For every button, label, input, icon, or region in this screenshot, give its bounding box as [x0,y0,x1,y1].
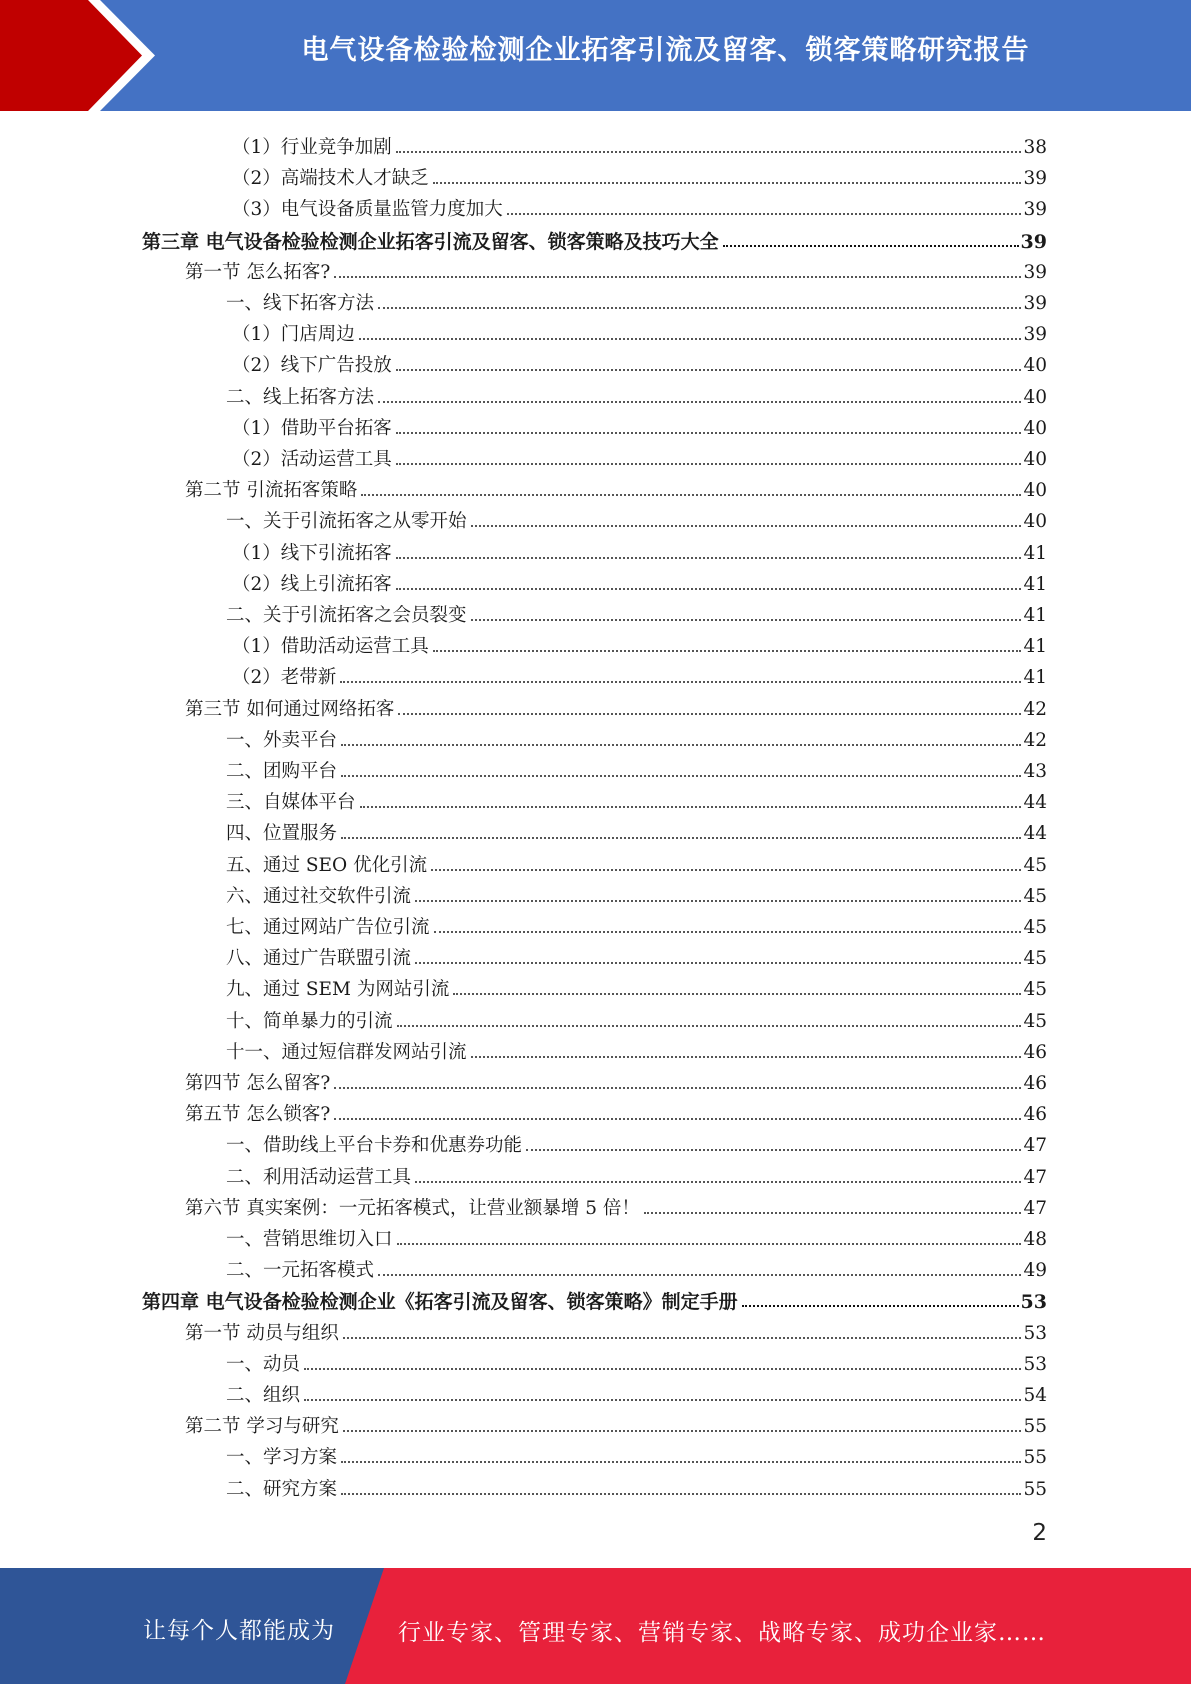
toc-entry-page: 40 [1023,417,1047,439]
toc-dot-leader [341,1461,1021,1463]
toc-entry-page: 40 [1023,511,1047,533]
toc-section-entry[interactable] [185,253,1047,284]
toc-dot-leader [304,1399,1021,1401]
toc-entry-title: 六、通过社交软件引流 [226,885,412,907]
toc-entry-title: 二、关于引流拓客之会员裂变 [226,605,467,626]
toc-dot-leader [398,713,1021,715]
toc-dot-leader [415,900,1021,902]
toc-dot-leader [471,525,1022,527]
toc-subsection-entry[interactable] [226,1251,1047,1282]
toc-entry-page: 39 [1020,230,1047,253]
toc-dot-leader [378,1274,1021,1276]
toc-entry-title: 一、学习方案 [226,1447,338,1469]
toc-entry-title: 第五节 怎么锁客? [185,1104,331,1126]
toc-dot-leader [341,1493,1021,1495]
toc-subsection-entry[interactable] [232,565,1047,596]
toc-entry-title: 二、线上拓客方法 [226,386,375,408]
toc-entry-title: 第六节 真实案例：一元拓客模式，让营业额暴增 5 倍！ [185,1197,640,1219]
toc-entry-page: 43 [1023,761,1047,782]
toc-entry-page: 47 [1023,1197,1047,1219]
toc-dot-leader [644,1212,1022,1214]
toc-subsection-entry[interactable] [232,627,1047,658]
toc-dot-leader [431,869,1021,871]
toc-entry-page: 55 [1023,1478,1047,1500]
toc-dot-leader [396,151,1022,153]
header-band [0,0,1191,111]
toc-entry-page: 39 [1023,168,1047,190]
page-number: 2 [1032,1520,1047,1546]
toc-entry-title: 十、简单暴力的引流 [226,1010,393,1032]
toc-subsection-entry[interactable] [226,1033,1047,1064]
toc-entry-title: （2）老带新 [232,667,337,689]
toc-entry-title: 二、一元拓客模式 [226,1260,375,1282]
toc-entry-page: 45 [1023,1010,1047,1032]
toc-entry-title: 二、利用活动运营工具 [226,1166,412,1188]
toc-entry-title: 第二节 引流拓客策略 [185,480,358,502]
toc-entry-page: 39 [1023,261,1047,283]
footer-slogan-left: 让每个人都能成为 [143,1618,335,1644]
toc-entry-page: 40 [1023,355,1047,377]
toc-entry-page: 39 [1023,199,1047,221]
toc-entry-title: 九、通过 SEM 为网站引流 [226,979,450,1001]
toc-subsection-entry[interactable] [232,534,1047,565]
toc-subsection-entry[interactable] [232,190,1047,221]
toc-dot-leader [507,213,1022,215]
toc-entry-page: 54 [1023,1385,1047,1406]
toc-entry-page: 45 [1023,917,1047,938]
toc-dot-leader [433,182,1022,184]
toc-subsection-entry[interactable] [232,346,1047,377]
toc-entry-page: 42 [1023,729,1047,751]
toc-entry-page: 45 [1023,885,1047,907]
toc-entry-page: 45 [1023,948,1047,970]
toc-entry-title: 一、关于引流拓客之从零开始 [226,511,467,533]
toc-subsection-entry[interactable] [226,596,1047,627]
toc-dot-leader [415,962,1021,964]
toc-entry-title: 二、研究方案 [226,1478,338,1500]
toc-entry-page: 53 [1020,1291,1047,1314]
toc-chapter-entry[interactable] [142,1282,1047,1313]
toc-section-entry[interactable] [185,1095,1047,1126]
toc-entry-title: 第一节 怎么拓客? [185,261,331,283]
toc-entry-title: 十一、通过短信群发网站引流 [226,1041,467,1063]
toc-dot-leader [343,1337,1022,1339]
toc-subsection-entry[interactable] [226,908,1047,939]
toc-entry-title: 八、通过广告联盟引流 [226,948,412,970]
toc-dot-leader [334,1087,1021,1089]
toc-subsection-entry[interactable] [226,1220,1047,1251]
toc-entry-title: 三、自媒体平台 [226,792,356,814]
toc-section-entry[interactable] [185,690,1047,721]
toc-entry-page: 41 [1023,542,1047,564]
toc-subsection-entry[interactable] [226,721,1047,752]
toc-entry-page: 39 [1023,324,1047,346]
toc-subsection-entry[interactable] [226,284,1047,315]
toc-entry-title: 一、外卖平台 [226,729,338,751]
toc-entry-title: 一、动员 [226,1353,301,1375]
toc-dot-leader [471,619,1022,621]
toc-dot-leader [341,775,1021,777]
toc-dot-leader [397,1243,1022,1245]
toc-entry-title: 四、位置服务 [226,823,338,845]
toc-entry-page: 46 [1023,1073,1047,1094]
toc-subsection-entry[interactable] [226,1438,1047,1469]
toc-subsection-entry[interactable] [226,378,1047,409]
toc-dot-leader [359,338,1022,340]
toc-subsection-entry[interactable] [226,814,1047,845]
toc-entry-page: 40 [1023,386,1047,408]
toc-entry-page: 46 [1023,1041,1047,1063]
toc-dot-leader [340,681,1021,683]
toc-dot-leader [334,1118,1021,1120]
toc-subsection-entry[interactable] [232,658,1047,689]
toc-entry-page: 40 [1023,449,1047,470]
toc-entry-title: （2）线下广告投放 [232,355,392,377]
toc-entry-title: （1）借助平台拓客 [232,417,392,439]
footer-band [0,1568,1191,1684]
toc-subsection-entry[interactable] [226,877,1047,908]
toc-entry-title: 第一节 动员与组织 [185,1322,339,1344]
toc-entry-page: 47 [1023,1166,1047,1188]
toc-dot-leader [433,650,1022,652]
toc-dot-leader [304,1368,1021,1370]
toc-entry-page: 53 [1023,1353,1047,1375]
toc-subsection-entry[interactable] [232,440,1047,471]
toc-entry-title: （2）活动运营工具 [232,449,392,470]
toc-entry-page: 41 [1023,667,1047,689]
toc-entry-title: 一、营销思维切入口 [226,1229,393,1250]
toc-entry-title: 第二节 学习与研究 [185,1416,339,1438]
toc-dot-leader [453,993,1021,995]
toc-entry-title: 第三章 电气设备检验检测企业拓客引流及留客、锁客策略及技巧大全 [142,230,719,253]
toc-entry-title: 二、组织 [226,1385,301,1406]
toc-subsection-entry[interactable] [226,1345,1047,1376]
toc-entry-title: 第四章 电气设备检验检测企业《拓客引流及留客、锁客策略》制定手册 [142,1291,738,1314]
toc-entry-page: 53 [1023,1322,1047,1344]
toc-dot-leader [334,276,1021,278]
toc-entry-page: 48 [1023,1229,1047,1250]
toc-dot-leader [396,557,1022,559]
toc-dot-leader [341,837,1021,839]
toc-entry-page: 46 [1023,1104,1047,1126]
toc-section-entry[interactable] [185,1407,1047,1438]
toc-entry-page: 41 [1023,605,1047,626]
toc-entry-page: 42 [1023,698,1047,720]
footer-slogan-right: 行业专家、管理专家、营销专家、战略专家、成功企业家…… [398,1620,1046,1646]
toc-dot-leader [434,931,1022,933]
toc-chapter-entry[interactable] [142,222,1047,253]
toc-dot-leader [742,1305,1019,1307]
toc-subsection-entry[interactable] [232,409,1047,440]
toc-subsection-entry[interactable] [226,1126,1047,1157]
toc-dot-leader [396,369,1022,371]
toc-subsection-entry[interactable] [232,315,1047,346]
header-arrow-icon [0,0,160,111]
toc-entry-title: （1）门店周边 [232,324,355,346]
toc-entry-page: 38 [1023,137,1047,158]
toc-dot-leader [415,1181,1021,1183]
toc-subsection-entry[interactable] [226,1002,1047,1033]
toc-entry-page: 45 [1023,979,1047,1001]
toc-section-entry[interactable] [185,1064,1047,1095]
toc-dot-leader [360,806,1022,808]
toc-entry-title: 二、团购平台 [226,761,338,782]
toc-subsection-entry[interactable] [226,970,1047,1001]
toc-entry-title: 第四节 怎么留客? [185,1073,331,1094]
toc-entry-page: 47 [1023,1135,1047,1157]
toc-entry-title: （2）高端技术人才缺乏 [232,168,429,190]
toc-subsection-entry[interactable] [226,939,1047,970]
toc-dot-leader [378,401,1021,403]
toc-section-entry[interactable] [185,1189,1047,1220]
toc-entry-page: 55 [1023,1416,1047,1438]
toc-entry-title: （1）行业竞争加剧 [232,137,392,158]
toc-dot-leader [526,1149,1021,1151]
toc-entry-title: 七、通过网站广告位引流 [226,917,430,938]
toc-subsection-entry[interactable] [226,846,1047,877]
document-title: 电气设备检验检测企业拓客引流及留客、锁客策略研究报告 [301,35,1030,66]
toc-entry-page: 40 [1023,480,1047,502]
toc-dot-leader [341,744,1021,746]
toc-dot-leader [397,1025,1022,1027]
toc-subsection-entry[interactable] [232,159,1047,190]
toc-entry-title: （3）电气设备质量监管力度加大 [232,199,503,221]
toc-entry-page: 41 [1023,573,1047,595]
toc-entry-page: 44 [1023,792,1047,814]
toc-subsection-entry[interactable] [232,128,1047,159]
toc-entry-title: 一、借助线上平台卡券和优惠券功能 [226,1135,523,1157]
toc-entry-page: 45 [1023,854,1047,876]
toc-dot-leader [361,494,1021,496]
toc-entry-page: 39 [1023,293,1047,314]
toc-entry-page: 49 [1023,1260,1047,1282]
toc-section-entry[interactable] [185,1314,1047,1345]
toc-subsection-entry[interactable] [226,1470,1047,1501]
toc-subsection-entry[interactable] [226,783,1047,814]
toc-entry-title: （1）借助活动运营工具 [232,636,429,658]
toc-subsection-entry[interactable] [226,752,1047,783]
toc-entry-page: 55 [1023,1447,1047,1469]
toc-entry-title: 第三节 如何通过网络拓客 [185,698,395,720]
toc-entry-page: 44 [1023,823,1047,845]
toc-entry-page: 41 [1023,636,1047,658]
toc-subsection-entry[interactable] [226,1158,1047,1189]
toc-subsection-entry[interactable] [226,502,1047,533]
toc-subsection-entry[interactable] [226,1376,1047,1407]
toc-entry-title: 五、通过 SEO 优化引流 [226,854,428,876]
toc-dot-leader [723,245,1019,247]
toc-dot-leader [396,588,1022,590]
toc-entry-title: （2）线上引流拓客 [232,573,392,595]
toc-dot-leader [343,1430,1022,1432]
toc-dot-leader [396,432,1022,434]
toc-entry-title: 一、线下拓客方法 [226,293,375,314]
toc-section-entry[interactable] [185,471,1047,502]
toc-dot-leader [396,463,1022,465]
toc-dot-leader [378,307,1021,309]
toc-entry-title: （1）线下引流拓客 [232,542,392,564]
toc-dot-leader [471,1056,1022,1058]
